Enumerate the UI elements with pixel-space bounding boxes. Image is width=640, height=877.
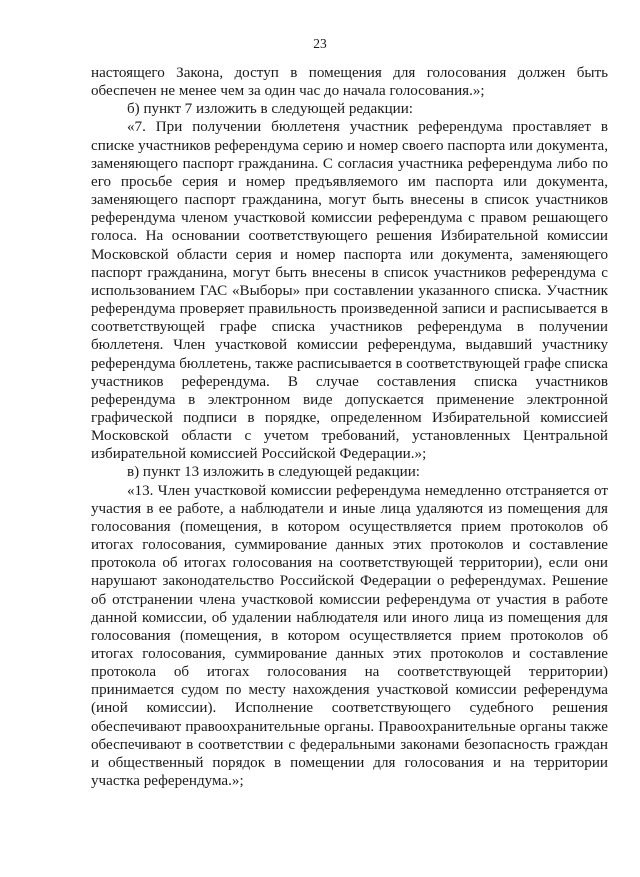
page-number: 23 [313,36,327,51]
paragraph-clause-13: «13. Член участковой комиссии референдума немедленно отстраняется от участия в ее работе, а наблюдатели и иные лица удаляются из помещения для голосования (помещения, в котором осуществляется прием протоколов об итогах голосования, суммирование данных этих протоколов и составление протокола об итогах голосования на соответствующей территории), если они нарушают законодательство Российской Федерации о референдумах. Решение об отстранении члена участковой комиссии референдума от участия в работе данной комиссии, об удалении наблюдателя или иного лица из помещения для голосования (помещения, в котором осуществляется прием протоколов об итогах голосования, суммирование данных этих протоколов и составление протокола об итогах голосования на соответствующей территории) принимается судом по месту нахождения участковой комиссии референдума (иной комиссии). Исполнение соответствующего судебного решения обеспечивают правоохранительные органы. Правоохранительные органы также обеспечивают в соответствии с федеральными законами безопасность граждан и общественный порядок в помещении для голосования и на территории участка референдума.»; [91,482,608,790]
paragraph-clause-7: «7. При получении бюллетеня участник референдума проставляет в списке участников референдума серию и номер своего паспорта или документа, заменяющего паспорт гражданина. С согласия участника референдума либо по его просьбе серия и номер предъявляемого им паспорта или документа, заменяющего паспорт гражданина, могут быть внесены в список участников референдума членом участковой комиссии референдума с правом решающего голоса. На основании соответствующего решения Избирательной комиссии Московской области серия и номер паспорта или документа, заменяющего паспорт гражданина, могут быть внесены в список участников референдума с использованием ГАС «Выборы» при составлении указанного списка. Участник референдума проверяет правильность произведенной записи и расписывается в соответствующей графе списка участников референдума в получении бюллетеня. Член участковой комиссии референдума, выдавший участнику референдума бюллетень, также расписывается в соответствующей графе списка участников референдума. В случае составления списка участников референдума в электронном виде допускается применение электронной графической подписи в порядке, определенном Избирательной комиссией Московской области с учетом требований, установленных Центральной избирательной комиссией Российской Федерации.»; [91,119,608,463]
paragraph-subitem-v: в) пункт 13 изложить в следующей редакции: [127,464,420,481]
document-body [91,64,608,790]
paragraph-continuation: настоящего Закона, доступ в помещения для голосования должен быть обеспечен не менее чем за один час до начала голосования.»; [91,65,608,100]
paragraph-subitem-b: б) пункт 7 изложить в следующей редакции: [127,101,413,118]
